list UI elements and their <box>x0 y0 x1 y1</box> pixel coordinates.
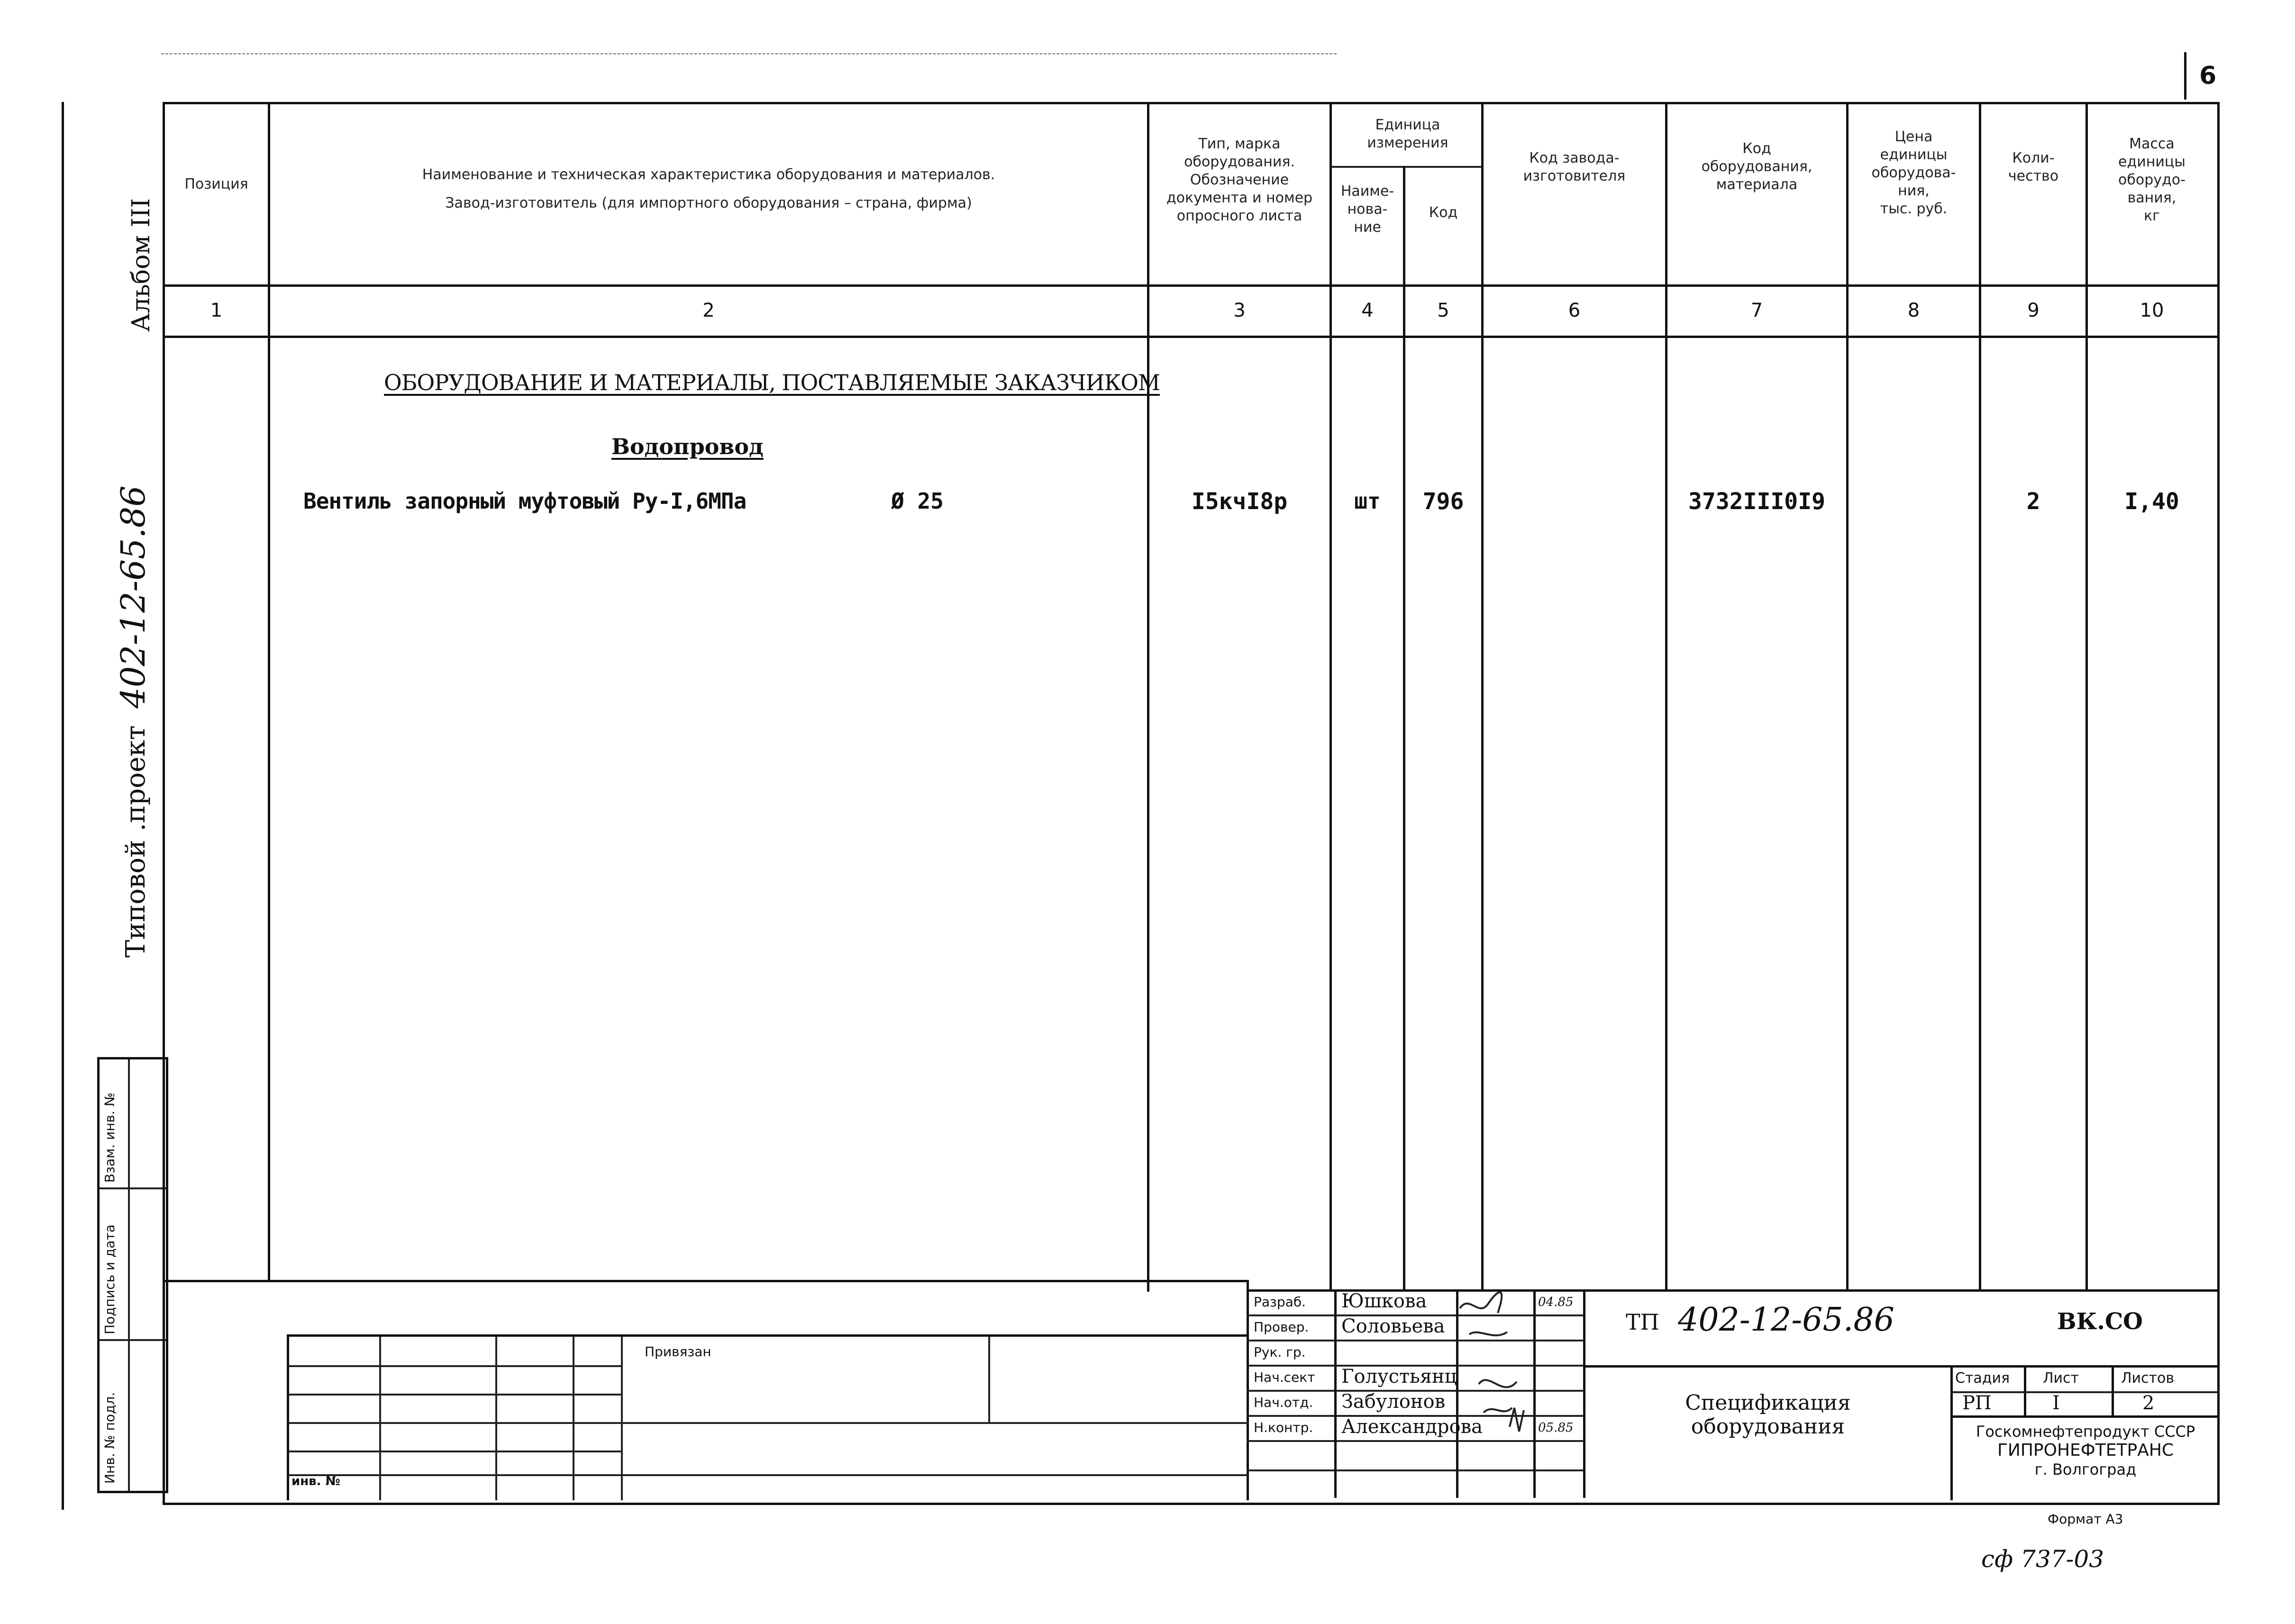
role-nach-sekt: Нач.сект <box>1254 1369 1315 1385</box>
header-type-l1: Тип, марка <box>1198 136 1281 152</box>
header-type-l5: опросного листа <box>1176 208 1302 224</box>
section-title: ОБОРУДОВАНИЕ И МАТЕРИАЛЫ, ПОСТАВЛЯЕМЫЕ ЗАКАЗЧИКОМ <box>384 370 1160 395</box>
col-number-10: 10 <box>2140 300 2164 321</box>
stamp-label-inv: Инв. № подл. <box>102 1392 118 1484</box>
date-razrab: 04.85 <box>1538 1295 1574 1309</box>
header-price-l5: тыс. руб. <box>1880 201 1948 217</box>
inv-no-label: инв. № <box>291 1474 340 1488</box>
subsection-title: Водопровод <box>611 434 764 459</box>
col-number-5: 5 <box>1437 300 1449 321</box>
header-mass-l1: Масса <box>2129 136 2175 152</box>
header-unit-l1: Единица <box>1375 117 1440 133</box>
org-l3: г. Волгоград <box>2034 1460 2137 1478</box>
header-mass-l4: вания, <box>2127 190 2177 206</box>
row-unit-name: шт <box>1354 488 1381 514</box>
header-mass <box>2088 135 2216 225</box>
header-unit-l2: измерения <box>1367 135 1448 151</box>
col-number-6: 6 <box>1568 300 1581 321</box>
stage-label: Стадия <box>1955 1370 2010 1387</box>
header-unit-name-l3: ние <box>1354 219 1381 236</box>
header-name <box>270 166 1147 212</box>
row-equip-code: 3732III0I9 <box>1688 488 1825 515</box>
header-qty-l2: чество <box>2008 168 2059 184</box>
role-nach-otd: Нач.отд. <box>1254 1395 1313 1410</box>
col-number-3: 3 <box>1233 300 1246 321</box>
archive-number: сф 737-03 <box>1981 1545 2104 1573</box>
row-type: I5кчI8р <box>1191 488 1288 515</box>
role-n-kontr: Н.контр. <box>1254 1420 1313 1435</box>
header-unit-name-l2: нова- <box>1347 201 1388 218</box>
stage-value: РП <box>1962 1392 1992 1414</box>
col-number-1: 1 <box>210 300 223 321</box>
row-name: Вентиль запорный муфтовый Ру-I,6МПа <box>303 488 747 514</box>
sheet-label: Лист <box>2043 1370 2079 1387</box>
name-razrab: Юшкова <box>1341 1290 1427 1312</box>
header-equip-l1: Код <box>1742 140 1771 157</box>
role-prover: Провер. <box>1254 1319 1309 1335</box>
row-diameter: Ø 25 <box>891 488 944 514</box>
stamp-top-line <box>163 1280 1248 1282</box>
col-number-9: 9 <box>2027 300 2040 321</box>
header-price-l4: ния, <box>1898 182 1930 199</box>
doc-title <box>1585 1391 1950 1439</box>
header-price-l1: Цена <box>1894 128 1933 145</box>
header-price-l2: единицы <box>1880 146 1948 163</box>
header-qty-l1: Коли- <box>2012 150 2055 166</box>
header-unit-code: Код <box>1429 204 1458 221</box>
header-equip-code <box>1667 140 1846 194</box>
doc-prefix: ТП <box>1626 1309 1659 1335</box>
header-equip-l2: оборудования, <box>1701 158 1812 175</box>
project-label <box>114 485 153 958</box>
stamp-label-vzam: Взам. инв. № <box>102 1092 118 1183</box>
header-maker-l2: изготовителя <box>1523 168 1626 184</box>
privyazan-grid <box>287 1334 1249 1500</box>
format-label: Формат А3 <box>2048 1511 2123 1527</box>
org-l1: Госкомнефтепродукт СССР <box>1976 1423 2195 1441</box>
role-razrab: Разраб. <box>1254 1294 1306 1310</box>
header-position: Позиция <box>184 176 248 192</box>
header-mass-l3: оборудо- <box>2118 172 2186 188</box>
name-nach-sekt: Голустьянц <box>1341 1366 1457 1387</box>
organization <box>1953 1422 2218 1479</box>
sheets-label: Листов <box>2121 1370 2175 1387</box>
row-qty: 2 <box>2026 488 2040 515</box>
header-price <box>1849 128 1979 218</box>
org-l2: ГИПРОНЕФТЕТРАНС <box>1997 1441 2174 1460</box>
signature-scribbles <box>1450 1275 1593 1451</box>
header-unit-name <box>1332 182 1403 237</box>
header-qty <box>1981 149 2086 185</box>
name-prover: Соловьева <box>1341 1315 1445 1337</box>
project-number: 402-12-65.86 <box>114 485 153 709</box>
stamp-label-podpis: Подпись и дата <box>102 1224 118 1334</box>
header-unit-group <box>1332 116 1484 152</box>
doc-title-l2: оборудования <box>1691 1414 1845 1439</box>
role-ruk-gr: Рук. гр. <box>1254 1344 1306 1360</box>
header-maker-code <box>1484 149 1665 185</box>
col-number-4: 4 <box>1361 300 1374 321</box>
doc-code: ВК.СО <box>2057 1308 2143 1335</box>
header-mass-l2: единицы <box>2118 154 2186 170</box>
header-unit-name-l1: Наиме- <box>1340 183 1394 200</box>
page-number: 6 <box>2199 62 2217 90</box>
name-n-kontr: Александрова <box>1341 1416 1483 1438</box>
album-label: Альбом III <box>127 198 155 332</box>
sheet-value: I <box>2052 1392 2060 1414</box>
col-number-2: 2 <box>702 300 715 321</box>
header-maker-l1: Код завода- <box>1529 150 1620 166</box>
header-equip-l3: материала <box>1716 176 1798 193</box>
header-name-line1: Наименование и техническая характеристика оборудования и материалов. <box>422 166 995 183</box>
header-type-l2: оборудования. <box>1184 154 1295 170</box>
header-type-l3: Обозначение <box>1190 172 1289 188</box>
col-number-8: 8 <box>1907 300 1920 321</box>
header-mass-l5: кг <box>2144 208 2160 224</box>
privyazan-label: Привязан <box>645 1344 711 1359</box>
sheets-value: 2 <box>2142 1392 2155 1414</box>
col-number-7: 7 <box>1750 300 1763 321</box>
doc-number: 402-12-65.86 <box>1678 1301 1894 1339</box>
row-mass: I,40 <box>2124 488 2179 515</box>
row-unit-code: 796 <box>1422 488 1464 515</box>
header-type-l4: документа и номер <box>1166 190 1313 206</box>
header-name-line2: Завод-изготовитель (для импортного оборудования – страна, фирма) <box>445 195 972 211</box>
header-type <box>1149 135 1330 225</box>
name-nach-otd: Забулонов <box>1341 1391 1446 1413</box>
project-type: Типовой .проект <box>120 725 151 958</box>
date-n-kontr: 05.85 <box>1538 1421 1574 1435</box>
doc-title-l1: Спецификация <box>1685 1391 1851 1415</box>
header-price-l3: оборудова- <box>1871 164 1956 181</box>
